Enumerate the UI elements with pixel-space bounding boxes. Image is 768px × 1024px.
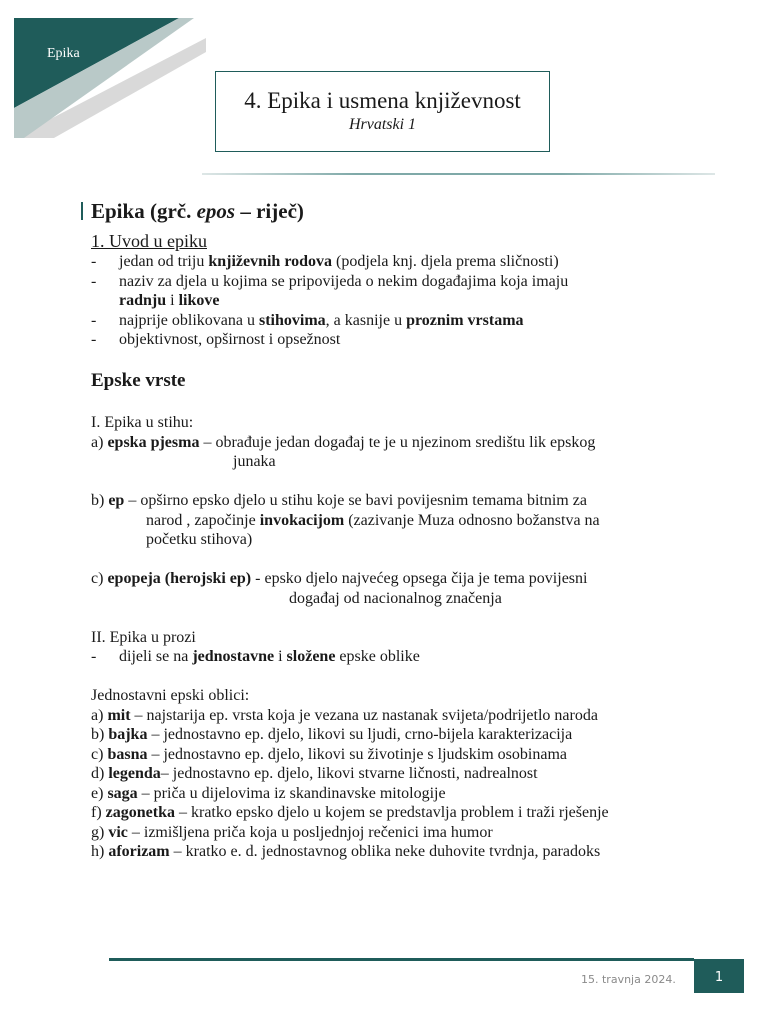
text: d) [91,765,109,782]
text: dijeli se na [119,648,193,665]
spacer [91,667,731,687]
title-box [215,71,550,152]
text: – najstarija ep. vrsta koja je vezana uz nastanak svijeta/podrijetlo naroda [130,706,598,724]
oblici-list [91,706,731,862]
text: – jednostavno ep. djelo, likovi stvarne ličnosti, nadrealnost [160,765,538,782]
bold-term: likove [178,292,220,309]
spacer [91,472,731,492]
section-title-uvod: 1. Uvod u epiku [91,231,207,251]
heading-text [91,196,731,226]
list-item [91,330,731,350]
bold-term: aforizam [108,843,170,860]
bullet: - [91,311,97,329]
text: i [166,292,179,309]
list-item [91,311,731,331]
text: – opširno epsko djelo u stihu koje se bavi povijesnim temama bitnim za [124,492,587,509]
definition-continuation: početku stihova) [146,531,253,548]
bold-term: invokacijom [259,511,345,529]
text: b) [91,492,109,509]
text: c) [91,570,108,587]
subsection-title: II. Epika u prozi [91,628,196,646]
bullet: - [91,331,97,348]
list-item [91,272,731,292]
bold-term: stihovima [258,311,326,329]
text: narod , započinje [146,511,260,529]
text: – izmišljena priča koja u posljednjoj rečenici ima humor [127,823,493,841]
bold-term: književnih rodova [208,253,333,270]
spacer [91,608,731,628]
footer-rule [109,958,694,961]
banner-label: Epika [47,46,80,61]
bold-term: složene [286,648,336,665]
text: – priča u dijelovima iz skandinavske mitologije [137,784,446,802]
text: najprije oblikovana u [119,311,259,329]
text: h) [91,843,109,860]
heading-italic-term: epos [196,199,236,223]
oblik-item [91,764,731,784]
definition-item [91,569,731,589]
page-title: 4. Epika i usmena književnost [244,88,521,113]
text: g) [91,823,109,841]
definition-continuation: junaka [233,453,276,470]
bold-term: bajka [108,726,148,743]
bold-term: jednostavne [192,648,275,665]
bold-term: proznim vrstama [406,311,524,329]
bullet: - [91,648,97,665]
oblik-item [91,823,731,843]
oblik-item [91,706,731,726]
text: – obrađuje jedan događaj te je u njezinom središtu lik epskog [199,433,596,451]
bold-term: zagonetka [105,804,175,821]
oblik-item [91,842,731,862]
bullet: - [91,272,97,290]
definition-item [91,433,731,453]
text: epske oblike [335,648,420,665]
header-banner [14,18,206,138]
oblik-item [91,725,731,745]
footer-date: 15. travnja 2024. [581,973,676,986]
list-item [91,647,731,667]
page-number: 1 [694,959,744,993]
heading-part: – riječ) [235,199,304,223]
section-title-vrste: Epske vrste [91,369,186,391]
heading-part: Epika (grč. [91,199,197,223]
list-item-continuation [91,291,731,311]
text: b) [91,726,109,743]
text: , a kasnije u [325,311,407,329]
page-subtitle: Hrvatski 1 [348,116,417,133]
spacer [91,394,731,414]
text: – kratko epsko djelo u kojem se predstavlja problem i traži rješenje [174,804,609,821]
bold-term: ep [108,492,125,509]
banner-graphic [14,18,206,138]
text: e) [91,784,108,802]
text: c) [91,745,108,763]
bold-term: radnju [119,292,167,309]
bold-term: epopeja (herojski ep) [107,570,252,587]
definition-continuation: događaj od nacionalnog značenja [289,589,502,607]
text: objektivnost, opširnost i opsežnost [119,331,341,348]
text: a) [91,706,108,724]
text: a) [91,433,108,451]
header-divider [202,173,715,175]
text: f) [91,804,106,821]
oblik-item [91,784,731,804]
main-heading [91,196,731,226]
oblik-item [91,803,731,823]
list-item [91,252,731,272]
subsection-title: I. Epika u stihu: [91,414,194,431]
bold-term: basna [107,745,148,763]
bold-term: legenda [108,765,161,782]
oblik-item [91,745,731,765]
text: – jednostavno ep. djelo, likovi su ljudi, crno-bijela karakterizacija [147,726,573,743]
text: jedan od triju [119,253,209,270]
text: - epsko djelo najvećeg opsega čija je tema povijesni [251,570,588,587]
text: (podjela knj. djela prema sličnosti) [332,253,559,270]
bold-term: vic [108,823,128,841]
text: naziv za djela u kojima se pripovijeda o nekim događajima koja imaju [119,272,569,290]
bold-term: saga [107,784,138,802]
document-body [91,196,731,862]
text: – kratko e. d. jednostavnog oblika neke duhovite tvrdnja, paradoks [169,843,601,860]
heading-accent-bar [81,202,83,220]
definition-continuation [91,511,731,531]
bold-term: mit [107,706,131,724]
text: i [274,648,287,665]
spacer [91,550,731,570]
text: – jednostavno ep. djelo, likovi su životinje s ljudskim osobinama [147,745,567,763]
bold-term: epska pjesma [107,433,200,451]
definition-item [91,491,731,511]
subsection-title: Jednostavni epski oblici: [91,687,250,704]
text: (zazivanje Muza odnosno božanstva na [344,511,600,529]
bullet: - [91,253,97,270]
